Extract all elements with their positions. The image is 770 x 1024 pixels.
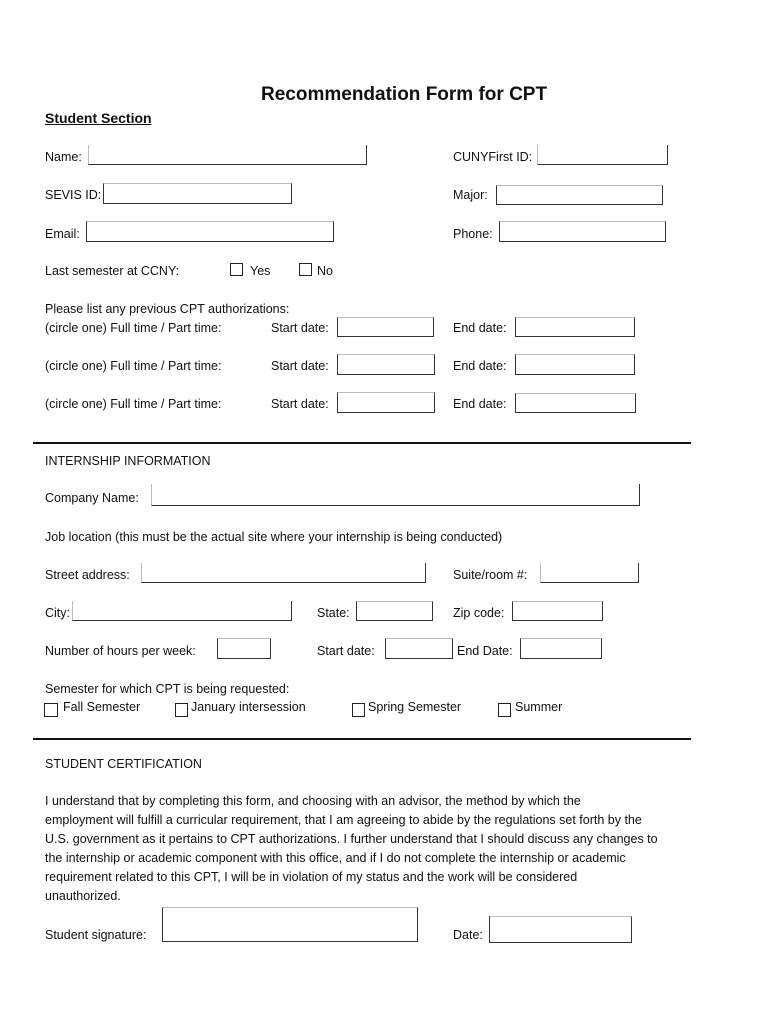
yes-label: Yes bbox=[250, 264, 271, 278]
company-name-input[interactable] bbox=[152, 484, 639, 505]
street-address-label: Street address: bbox=[45, 568, 130, 582]
sevis-id-label: SEVIS ID: bbox=[45, 188, 102, 202]
certification-line: U.S. government as it pertains to CPT authorizations. I further understand that I should discuss any changes to bbox=[45, 832, 658, 846]
internship-start-date-field[interactable] bbox=[385, 638, 453, 659]
internship-start-date-input[interactable] bbox=[386, 639, 452, 658]
phone-label: Phone: bbox=[453, 227, 493, 241]
student-signature-field[interactable] bbox=[162, 907, 418, 942]
cpt-2-start-date-label: Start date: bbox=[271, 359, 329, 373]
company-name-field[interactable] bbox=[151, 484, 640, 506]
hours-per-week-field[interactable] bbox=[217, 638, 271, 659]
major-field[interactable] bbox=[496, 185, 663, 205]
cpt-1-start-date-input[interactable] bbox=[338, 318, 433, 336]
cpt-2-circle-one-label: (circle one) Full time / Part time: bbox=[45, 359, 222, 373]
cpt-1-end-date-label: End date: bbox=[453, 321, 507, 335]
internship-end-date-label: End Date: bbox=[457, 644, 513, 658]
yes-checkbox[interactable] bbox=[230, 263, 243, 276]
cpt-1-start-date-field[interactable] bbox=[337, 317, 434, 337]
semester-label: Semester for which CPT is being requested: bbox=[45, 682, 290, 696]
form-title: Recommendation Form for CPT bbox=[261, 84, 548, 105]
certification-line: the internship or academic component with this office, and if I do not complete the internship or academic bbox=[45, 851, 626, 865]
cpt-1-end-date-field[interactable] bbox=[515, 317, 635, 337]
student-signature-input[interactable] bbox=[163, 908, 417, 941]
sevis-id-field[interactable] bbox=[103, 183, 292, 204]
certification-heading: STUDENT CERTIFICATION bbox=[45, 757, 202, 771]
email-field[interactable] bbox=[86, 221, 334, 242]
email-label: Email: bbox=[45, 227, 80, 241]
suite-room-label: Suite/room #: bbox=[453, 568, 528, 582]
city-label: City: bbox=[45, 606, 70, 620]
cpt-3-circle-one-label: (circle one) Full time / Part time: bbox=[45, 397, 222, 411]
no-checkbox[interactable] bbox=[299, 263, 312, 276]
no-label: No bbox=[317, 264, 333, 278]
fall-semester-label: Fall Semester bbox=[63, 700, 141, 714]
hours-per-week-label: Number of hours per week: bbox=[45, 644, 196, 658]
internship-start-date-label: Start date: bbox=[317, 644, 375, 658]
signature-date-input[interactable] bbox=[490, 917, 631, 942]
cpt-3-end-date-input[interactable] bbox=[516, 394, 635, 412]
name-field[interactable] bbox=[88, 145, 367, 165]
job-location-label: Job location (this must be the actual site where your internship is being conducted) bbox=[45, 530, 503, 544]
name-label: Name: bbox=[45, 150, 82, 164]
certification-line: employment will fulfill a curricular requirement, that I am agreeing to abide by the regulations set forth by the bbox=[45, 813, 642, 827]
internship-end-date-input[interactable] bbox=[521, 639, 601, 658]
summer-label: Summer bbox=[515, 700, 563, 714]
previous-cpt-label: Please list any previous CPT authorizations: bbox=[45, 302, 290, 316]
cpt-1-end-date-input[interactable] bbox=[516, 318, 634, 336]
january-intersession-label: January intersession bbox=[191, 700, 306, 714]
state-label: State: bbox=[317, 606, 350, 620]
cunyfirst-id-input[interactable] bbox=[538, 145, 667, 164]
section-divider bbox=[33, 442, 691, 444]
major-input[interactable] bbox=[497, 186, 662, 204]
certification-line: unauthorized. bbox=[45, 889, 121, 903]
cpt-2-end-date-label: End date: bbox=[453, 359, 507, 373]
cpt-3-start-date-field[interactable] bbox=[337, 392, 435, 413]
cpt-2-end-date-field[interactable] bbox=[515, 354, 635, 375]
summer-checkbox[interactable] bbox=[498, 703, 511, 717]
cpt-2-start-date-input[interactable] bbox=[338, 355, 434, 374]
internship-end-date-field[interactable] bbox=[520, 638, 602, 659]
suite-room-field[interactable] bbox=[540, 563, 639, 583]
certification-line: I understand that by completing this form, and choosing with an advisor, the method by which the bbox=[45, 794, 581, 808]
cpt-1-start-date-label: Start date: bbox=[271, 321, 329, 335]
city-input[interactable] bbox=[73, 601, 291, 620]
last-semester-label: Last semester at CCNY: bbox=[45, 264, 180, 278]
zip-code-field[interactable] bbox=[512, 601, 603, 621]
student-section-heading: Student Section bbox=[45, 110, 152, 126]
certification-line: requirement related to this CPT, I will be in violation of my status and the work will be considered bbox=[45, 870, 578, 884]
zip-code-label: Zip code: bbox=[453, 606, 505, 620]
company-name-label: Company Name: bbox=[45, 491, 139, 505]
signature-date-field[interactable] bbox=[489, 916, 632, 943]
email-input[interactable] bbox=[87, 222, 333, 241]
state-field[interactable] bbox=[356, 601, 433, 621]
city-field[interactable] bbox=[72, 601, 292, 621]
phone-input[interactable] bbox=[500, 222, 665, 241]
street-address-input[interactable] bbox=[142, 563, 425, 582]
signature-date-label: Date: bbox=[453, 928, 483, 942]
sevis-id-input[interactable] bbox=[104, 184, 291, 203]
hours-per-week-input[interactable] bbox=[218, 639, 270, 658]
cpt-3-start-date-label: Start date: bbox=[271, 397, 329, 411]
internship-heading: INTERNSHIP INFORMATION bbox=[45, 454, 211, 468]
street-address-field[interactable] bbox=[141, 563, 426, 583]
spring-semester-label: Spring Semester bbox=[368, 700, 462, 714]
cunyfirst-id-field[interactable] bbox=[537, 145, 668, 165]
cunyfirst-id-label: CUNYFirst ID: bbox=[453, 150, 533, 164]
cpt-2-end-date-input[interactable] bbox=[516, 355, 634, 374]
suite-room-input[interactable] bbox=[541, 563, 638, 582]
name-input[interactable] bbox=[89, 145, 366, 164]
cpt-3-end-date-label: End date: bbox=[453, 397, 507, 411]
student-signature-label: Student signature: bbox=[45, 928, 147, 942]
phone-field[interactable] bbox=[499, 221, 666, 242]
certification-paragraph bbox=[45, 792, 725, 906]
cpt-2-start-date-field[interactable] bbox=[337, 354, 435, 375]
cpt-3-start-date-input[interactable] bbox=[338, 393, 434, 412]
zip-code-input[interactable] bbox=[513, 602, 602, 620]
fall-semester-checkbox[interactable] bbox=[44, 703, 58, 717]
cpt-1-circle-one-label: (circle one) Full time / Part time: bbox=[45, 321, 222, 335]
spring-semester-checkbox[interactable] bbox=[352, 703, 365, 717]
major-label: Major: bbox=[453, 188, 488, 202]
state-input[interactable] bbox=[357, 602, 432, 620]
january-intersession-checkbox[interactable] bbox=[175, 703, 188, 717]
section-divider-2 bbox=[33, 738, 691, 740]
cpt-3-end-date-field[interactable] bbox=[515, 393, 636, 413]
